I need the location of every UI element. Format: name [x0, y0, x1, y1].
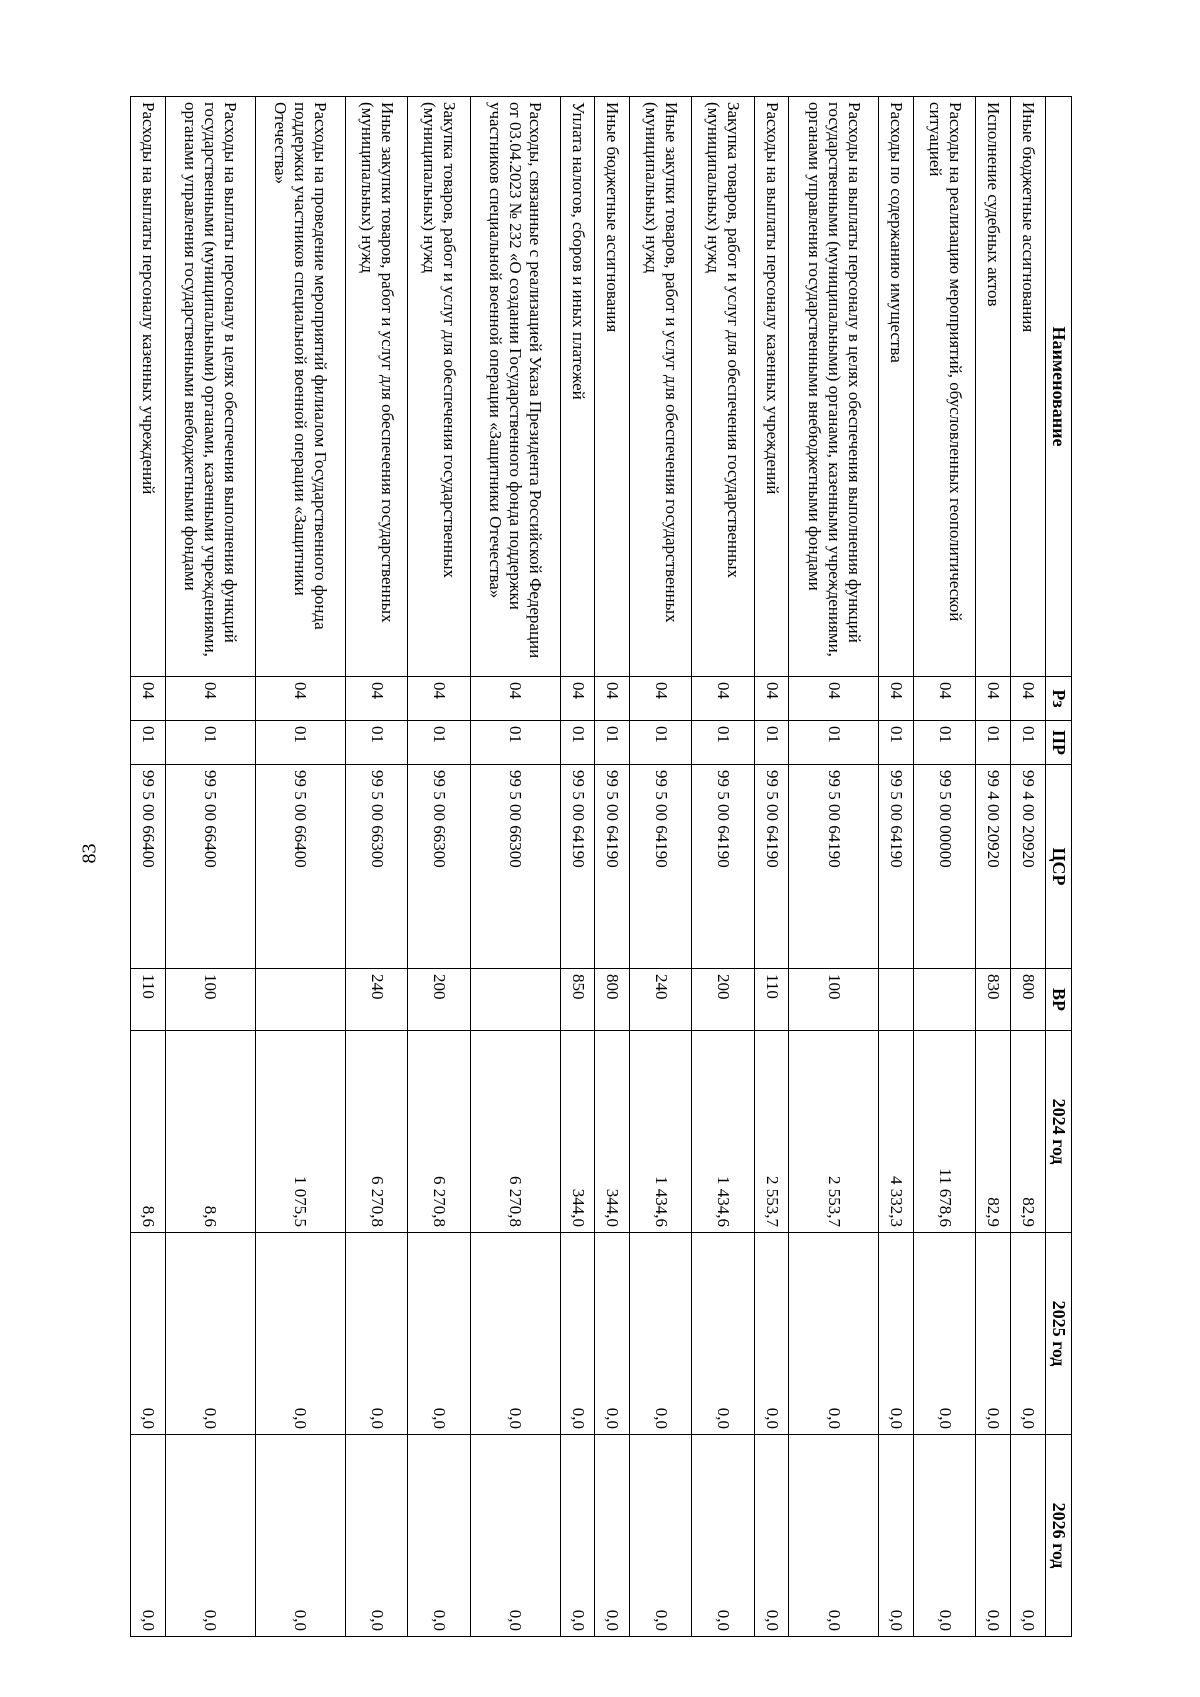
cell-name: Расходы по содержанию имущества	[879, 97, 914, 677]
cell-y2026: 0,0	[976, 1435, 1011, 1637]
cell-y2024: 4 332,3	[879, 1031, 914, 1233]
cell-csr: 99 5 00 64190	[595, 765, 630, 969]
cell-rz: 04	[692, 677, 754, 721]
cell-pr: 01	[914, 721, 976, 765]
cell-csr: 99 5 00 64190	[754, 765, 789, 969]
cell-y2024: 8,6	[165, 1031, 255, 1233]
cell-y2026: 0,0	[560, 1435, 595, 1637]
header-2024: 2024 год	[1045, 1031, 1071, 1233]
cell-y2025: 0,0	[1011, 1233, 1046, 1435]
cell-csr: 99 5 00 64190	[789, 765, 879, 969]
cell-y2026: 0,0	[692, 1435, 754, 1637]
cell-vr: 800	[1011, 969, 1046, 1031]
cell-y2026: 0,0	[914, 1435, 976, 1637]
cell-rz: 04	[595, 677, 630, 721]
cell-rz: 04	[1011, 677, 1046, 721]
cell-vr: 200	[408, 969, 470, 1031]
cell-rz: 04	[131, 677, 166, 721]
cell-vr: 850	[560, 969, 595, 1031]
cell-name: Расходы на выплаты персоналу казенных учреждений	[131, 97, 166, 677]
cell-vr	[255, 969, 345, 1031]
cell-y2024: 8,6	[131, 1031, 166, 1233]
cell-pr: 01	[692, 721, 754, 765]
cell-name: Исполнение судебных актов	[976, 97, 1011, 677]
cell-y2025: 0,0	[345, 1233, 407, 1435]
table-row	[560, 97, 595, 1637]
cell-csr: 99 5 00 66300	[470, 765, 560, 969]
cell-rz: 04	[165, 677, 255, 721]
cell-csr: 99 5 00 64190	[879, 765, 914, 969]
cell-csr: 99 4 00 20920	[976, 765, 1011, 969]
cell-pr: 01	[595, 721, 630, 765]
cell-rz: 04	[255, 677, 345, 721]
header-2025: 2025 год	[1045, 1233, 1071, 1435]
cell-name: Иные бюджетные ассигнования	[595, 97, 630, 677]
header-name: Наименование	[1045, 97, 1071, 677]
cell-vr	[914, 969, 976, 1031]
header-rz: Рз	[1045, 677, 1071, 721]
cell-y2025: 0,0	[879, 1233, 914, 1435]
cell-name: Расходы на выплаты персоналу казенных учреждений	[754, 97, 789, 677]
cell-name: Иные закупки товаров, работ и услуг для обеспечения государственных (муниципальных) нужд	[630, 97, 692, 677]
cell-y2026: 0,0	[754, 1435, 789, 1637]
table-row	[470, 97, 560, 1637]
table-row	[879, 97, 914, 1637]
cell-y2024: 2 553,7	[754, 1031, 789, 1233]
cell-y2026: 0,0	[345, 1435, 407, 1637]
cell-csr: 99 5 00 66300	[345, 765, 407, 969]
cell-y2025: 0,0	[131, 1233, 166, 1435]
header-vr: ВР	[1045, 969, 1071, 1031]
cell-csr: 99 5 00 00000	[914, 765, 976, 969]
header-row	[1045, 97, 1071, 1637]
cell-vr: 800	[595, 969, 630, 1031]
cell-rz: 04	[630, 677, 692, 721]
cell-y2026: 0,0	[255, 1435, 345, 1637]
cell-y2026: 0,0	[595, 1435, 630, 1637]
cell-rz: 04	[976, 677, 1011, 721]
cell-vr: 240	[630, 969, 692, 1031]
cell-y2025: 0,0	[789, 1233, 879, 1435]
cell-name: Расходы, связанные с реализацией Указа Президента Российской Федерации от 03.04.2023 № 232 «О создании Государственного фонда поддержки участников специальной военной операции «Защитники Отечества»	[470, 97, 560, 677]
cell-y2025: 0,0	[560, 1233, 595, 1435]
cell-pr: 01	[470, 721, 560, 765]
cell-rz: 04	[879, 677, 914, 721]
table-row	[976, 97, 1011, 1637]
cell-vr: 100	[789, 969, 879, 1031]
cell-vr: 110	[754, 969, 789, 1031]
cell-name: Расходы на выплаты персоналу в целях обеспечения выполнения функций государственными (муниципальными) органами, казенными учреждениями, органами управления государственными внебюджетными фондами	[165, 97, 255, 677]
cell-y2024: 1 434,6	[692, 1031, 754, 1233]
table-row	[255, 97, 345, 1637]
cell-pr: 01	[131, 721, 166, 765]
cell-y2024: 82,9	[1011, 1031, 1046, 1233]
table-row	[630, 97, 692, 1637]
table-row	[345, 97, 407, 1637]
cell-y2024: 6 270,8	[470, 1031, 560, 1233]
cell-name: Закупка товаров, работ и услуг для обеспечения государственных (муниципальных) нужд	[408, 97, 470, 677]
cell-y2024: 1 075,5	[255, 1031, 345, 1233]
cell-y2026: 0,0	[470, 1435, 560, 1637]
cell-y2026: 0,0	[1011, 1435, 1046, 1637]
table-row	[408, 97, 470, 1637]
cell-y2024: 344,0	[595, 1031, 630, 1233]
cell-pr: 01	[1011, 721, 1046, 765]
cell-y2026: 0,0	[630, 1435, 692, 1637]
cell-pr: 01	[165, 721, 255, 765]
cell-csr: 99 5 00 66400	[131, 765, 166, 969]
cell-vr: 240	[345, 969, 407, 1031]
cell-csr: 99 5 00 64190	[560, 765, 595, 969]
cell-y2026: 0,0	[408, 1435, 470, 1637]
cell-y2025: 0,0	[692, 1233, 754, 1435]
header-pr: ПР	[1045, 721, 1071, 765]
cell-csr: 99 5 00 66300	[408, 765, 470, 969]
cell-name: Иные бюджетные ассигнования	[1011, 97, 1046, 677]
cell-pr: 01	[976, 721, 1011, 765]
cell-vr: 200	[692, 969, 754, 1031]
budget-table	[130, 96, 1072, 1637]
cell-csr: 99 5 00 64190	[630, 765, 692, 969]
cell-csr: 99 5 00 66400	[255, 765, 345, 969]
table-row	[789, 97, 879, 1637]
cell-y2025: 0,0	[754, 1233, 789, 1435]
header-csr: ЦСР	[1045, 765, 1071, 969]
cell-pr: 01	[255, 721, 345, 765]
cell-name: Закупка товаров, работ и услуг для обеспечения государственных (муниципальных) нужд	[692, 97, 754, 677]
cell-rz: 04	[470, 677, 560, 721]
cell-y2025: 0,0	[630, 1233, 692, 1435]
cell-pr: 01	[789, 721, 879, 765]
table-row	[692, 97, 754, 1637]
cell-y2025: 0,0	[255, 1233, 345, 1435]
cell-y2025: 0,0	[165, 1233, 255, 1435]
table-row	[131, 97, 166, 1637]
cell-rz: 04	[345, 677, 407, 721]
cell-y2025: 0,0	[470, 1233, 560, 1435]
cell-rz: 04	[560, 677, 595, 721]
cell-pr: 01	[408, 721, 470, 765]
cell-pr: 01	[879, 721, 914, 765]
cell-rz: 04	[408, 677, 470, 721]
cell-vr	[879, 969, 914, 1031]
cell-name: Уплата налогов, сборов и иных платежей	[560, 97, 595, 677]
cell-name: Расходы на проведение мероприятий филиалом Государственного фонда поддержки участников специальной военной операции «Защитники Отечества»	[255, 97, 345, 677]
page-number: 83	[78, 843, 101, 864]
table-row	[165, 97, 255, 1637]
cell-rz: 04	[789, 677, 879, 721]
cell-csr: 99 4 00 20920	[1011, 765, 1046, 969]
cell-y2024: 2 553,7	[789, 1031, 879, 1233]
cell-pr: 01	[630, 721, 692, 765]
cell-csr: 99 5 00 66400	[165, 765, 255, 969]
table-row	[1011, 97, 1046, 1637]
cell-y2026: 0,0	[879, 1435, 914, 1637]
cell-vr: 830	[976, 969, 1011, 1031]
table-row	[754, 97, 789, 1637]
cell-y2024: 1 434,6	[630, 1031, 692, 1233]
cell-y2024: 6 270,8	[345, 1031, 407, 1233]
cell-name: Расходы на реализацию мероприятий, обусловленных геополитической ситуацией	[914, 97, 976, 677]
cell-y2024: 6 270,8	[408, 1031, 470, 1233]
cell-vr: 100	[165, 969, 255, 1031]
cell-y2024: 344,0	[560, 1031, 595, 1233]
header-2026: 2026 год	[1045, 1435, 1071, 1637]
cell-vr: 110	[131, 969, 166, 1031]
cell-y2024: 11 678,6	[914, 1031, 976, 1233]
cell-y2026: 0,0	[165, 1435, 255, 1637]
cell-rz: 04	[914, 677, 976, 721]
cell-y2026: 0,0	[131, 1435, 166, 1637]
cell-csr: 99 5 00 64190	[692, 765, 754, 969]
table-row	[914, 97, 976, 1637]
cell-pr: 01	[560, 721, 595, 765]
cell-y2026: 0,0	[789, 1435, 879, 1637]
table-row	[595, 97, 630, 1637]
cell-name: Расходы на выплаты персоналу в целях обеспечения выполнения функций государственными (муниципальными) органами, казенными учреждениями, органами управления государственными внебюджетными фондами	[789, 97, 879, 677]
cell-pr: 01	[345, 721, 407, 765]
cell-vr	[470, 969, 560, 1031]
cell-name: Иные закупки товаров, работ и услуг для обеспечения государственных (муниципальных) нужд	[345, 97, 407, 677]
cell-rz: 04	[754, 677, 789, 721]
cell-y2025: 0,0	[976, 1233, 1011, 1435]
cell-y2024: 82,9	[976, 1031, 1011, 1233]
cell-y2025: 0,0	[408, 1233, 470, 1435]
cell-y2025: 0,0	[595, 1233, 630, 1435]
cell-y2025: 0,0	[914, 1233, 976, 1435]
cell-pr: 01	[754, 721, 789, 765]
rotated-table-container	[130, 96, 1072, 1636]
